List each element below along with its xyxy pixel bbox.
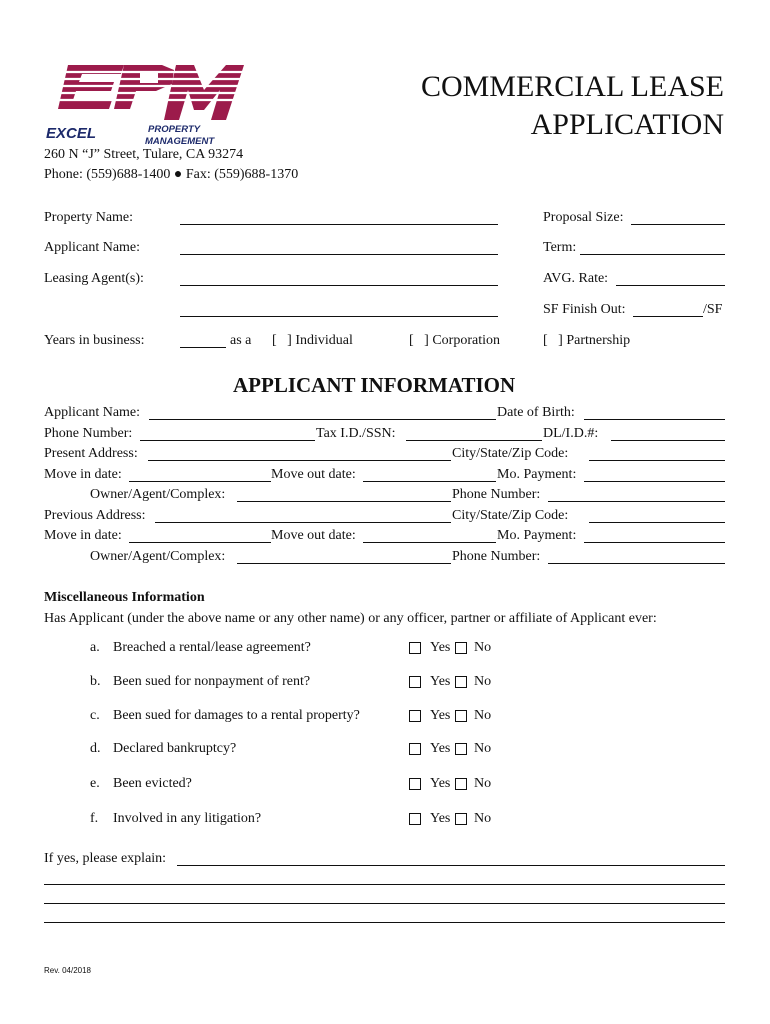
title-line-2: APPLICATION xyxy=(530,108,724,141)
applicant-info-heading: APPLICANT INFORMATION xyxy=(233,373,516,397)
no-label: No xyxy=(474,674,492,689)
present-owner-phone-field[interactable] xyxy=(548,501,725,502)
previous-move-out-label: Move out date: xyxy=(271,528,356,543)
explain-field-1[interactable] xyxy=(177,865,725,866)
term-field[interactable] xyxy=(580,254,725,255)
question-letter: d. xyxy=(90,741,101,756)
yes-checkbox[interactable] xyxy=(409,813,421,825)
yes-checkbox[interactable] xyxy=(409,743,421,755)
title-line-1: COMMERCIAL LEASE xyxy=(420,70,724,103)
individual-option[interactable]: [ ] Individual xyxy=(272,333,353,348)
leasing-agents-field-2[interactable] xyxy=(180,316,498,317)
corporation-option[interactable]: [ ] Corporation xyxy=(409,333,500,348)
ai-applicant-name-label: Applicant Name: xyxy=(44,405,141,420)
property-name-label: Property Name: xyxy=(44,210,134,225)
yes-label: Yes xyxy=(430,708,451,723)
avg-rate-label: AVG. Rate: xyxy=(543,271,609,286)
no-checkbox[interactable] xyxy=(455,676,467,688)
tax-id-field[interactable] xyxy=(406,440,542,441)
question-text: Involved in any litigation? xyxy=(113,811,262,826)
present-move-out-label: Move out date: xyxy=(271,467,356,482)
question-letter: b. xyxy=(90,674,101,689)
no-label: No xyxy=(474,708,492,723)
explain-field-3[interactable] xyxy=(44,903,725,904)
previous-move-out-field[interactable] xyxy=(363,542,496,543)
previous-move-in-label: Move in date: xyxy=(44,528,122,543)
applicant-name-label: Applicant Name: xyxy=(44,240,141,255)
previous-owner-label: Owner/Agent/Complex: xyxy=(90,549,226,564)
years-in-business-label: Years in business: xyxy=(44,333,145,348)
previous-address-field[interactable] xyxy=(155,522,451,523)
years-field[interactable] xyxy=(180,347,226,348)
yes-label: Yes xyxy=(430,811,451,826)
yes-label: Yes xyxy=(430,640,451,655)
logo-word-management: MANAGEMENT xyxy=(145,136,215,147)
as-a-label: as a xyxy=(230,333,252,348)
no-label: No xyxy=(474,811,492,826)
company-phone-fax: Phone: (559)688-1400 ● Fax: (559)688-1370 xyxy=(44,167,299,182)
yes-checkbox[interactable] xyxy=(409,710,421,722)
revision-date: Rev. 04/2018 xyxy=(44,966,91,975)
present-csz-field[interactable] xyxy=(589,460,725,461)
previous-address-label: Previous Address: xyxy=(44,508,146,523)
present-address-field[interactable] xyxy=(148,460,451,461)
company-logo xyxy=(44,62,249,148)
term-label: Term: xyxy=(543,240,577,255)
yes-label: Yes xyxy=(430,776,451,791)
question-text: Been sued for nonpayment of rent? xyxy=(113,674,311,689)
sf-unit: /SF xyxy=(703,302,723,317)
no-checkbox[interactable] xyxy=(455,813,467,825)
explain-field-4[interactable] xyxy=(44,922,725,923)
previous-owner-phone-field[interactable] xyxy=(548,563,725,564)
present-owner-field[interactable] xyxy=(237,501,451,502)
present-mo-payment-field[interactable] xyxy=(584,481,725,482)
yes-checkbox[interactable] xyxy=(409,676,421,688)
dl-field[interactable] xyxy=(611,440,725,441)
present-owner-label: Owner/Agent/Complex: xyxy=(90,487,226,502)
previous-owner-phone-label: Phone Number: xyxy=(452,549,541,564)
dl-label: DL/I.D.#: xyxy=(543,426,599,441)
logo-word-excel: EXCEL xyxy=(46,125,97,142)
previous-csz-field[interactable] xyxy=(589,522,725,523)
yes-checkbox[interactable] xyxy=(409,642,421,654)
yes-label: Yes xyxy=(430,741,451,756)
explain-label: If yes, please explain: xyxy=(44,851,167,866)
present-owner-phone-label: Phone Number: xyxy=(452,487,541,502)
question-text: Been sued for damages to a rental property? xyxy=(113,708,360,723)
question-letter: c. xyxy=(90,708,100,723)
avg-rate-field[interactable] xyxy=(616,285,725,286)
question-letter: a. xyxy=(90,640,100,655)
no-checkbox[interactable] xyxy=(455,710,467,722)
previous-owner-field[interactable] xyxy=(237,563,451,564)
explain-field-2[interactable] xyxy=(44,884,725,885)
dob-label: Date of Birth: xyxy=(497,405,575,420)
tax-id-label: Tax I.D./SSN: xyxy=(316,426,396,441)
form-title xyxy=(324,68,724,144)
present-move-in-field[interactable] xyxy=(129,481,271,482)
sf-finish-label: SF Finish Out: xyxy=(543,302,626,317)
present-csz-label: City/State/Zip Code: xyxy=(452,446,569,461)
partnership-option[interactable]: [ ] Partnership xyxy=(543,333,631,348)
leasing-agents-label: Leasing Agent(s): xyxy=(44,271,144,286)
leasing-agents-field[interactable] xyxy=(180,285,498,286)
ai-phone-field[interactable] xyxy=(140,440,315,441)
previous-csz-label: City/State/Zip Code: xyxy=(452,508,569,523)
previous-move-in-field[interactable] xyxy=(129,542,271,543)
question-letter: f. xyxy=(90,811,99,826)
no-checkbox[interactable] xyxy=(455,642,467,654)
dob-field[interactable] xyxy=(584,419,725,420)
no-label: No xyxy=(474,640,492,655)
sf-finish-field[interactable] xyxy=(633,316,703,317)
misc-heading: Miscellaneous Information xyxy=(44,590,205,605)
no-checkbox[interactable] xyxy=(455,743,467,755)
applicant-name-field[interactable] xyxy=(180,254,498,255)
yes-label: Yes xyxy=(430,674,451,689)
question-text: Declared bankruptcy? xyxy=(113,741,237,756)
no-label: No xyxy=(474,776,492,791)
misc-intro: Has Applicant (under the above name or any other name) or any officer, partner or affiliate of Applicant ever: xyxy=(44,611,657,626)
no-checkbox[interactable] xyxy=(455,778,467,790)
logo-word-property: PROPERTY xyxy=(148,124,201,135)
ai-phone-label: Phone Number: xyxy=(44,426,133,441)
previous-mo-payment-field[interactable] xyxy=(584,542,725,543)
company-address: 260 N “J” Street, Tulare, CA 93274 xyxy=(44,147,244,162)
proposal-size-label: Proposal Size: xyxy=(543,210,624,225)
previous-mo-payment-label: Mo. Payment: xyxy=(497,528,577,543)
no-label: No xyxy=(474,741,492,756)
ai-applicant-name-field[interactable] xyxy=(149,419,496,420)
yes-checkbox[interactable] xyxy=(409,778,421,790)
present-move-out-field[interactable] xyxy=(363,481,496,482)
present-address-label: Present Address: xyxy=(44,446,138,461)
question-text: Been evicted? xyxy=(113,776,192,791)
proposal-size-field[interactable] xyxy=(631,224,725,225)
present-move-in-label: Move in date: xyxy=(44,467,122,482)
present-mo-payment-label: Mo. Payment: xyxy=(497,467,577,482)
property-name-field[interactable] xyxy=(180,224,498,225)
question-text: Breached a rental/lease agreement? xyxy=(113,640,311,655)
question-letter: e. xyxy=(90,776,100,791)
